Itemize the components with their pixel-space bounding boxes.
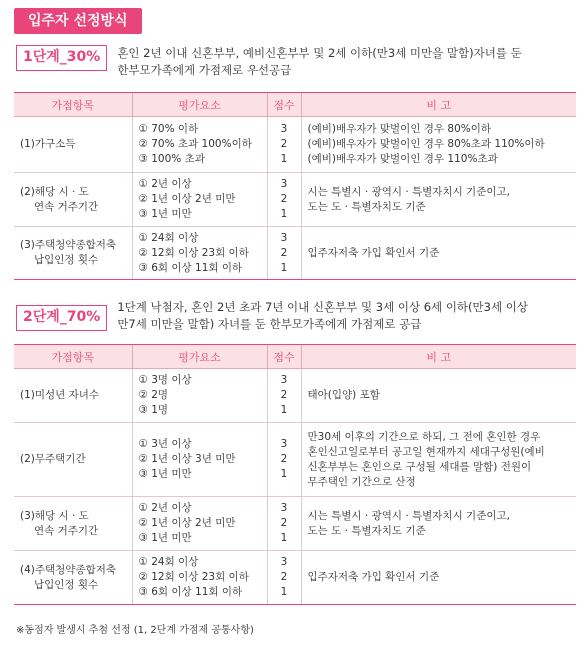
score-line: 2 [280, 453, 288, 465]
note-cell [301, 497, 576, 551]
table-row [14, 497, 576, 551]
table-row [14, 117, 576, 173]
note-line: 태아(입양) 포함 [307, 389, 380, 401]
table-row [14, 551, 576, 605]
factor-line: ① 24회 이상 [138, 231, 199, 244]
factor-line: ② 1년 이상 2년 미만 [138, 193, 236, 205]
factor-line: ① 3년 이상 [138, 438, 192, 450]
score-line: 2 [280, 138, 288, 150]
item-cell [14, 227, 132, 280]
factor-line: ③ 6회 이상 11회 이하 [138, 586, 243, 598]
score-line: 1 [280, 404, 288, 416]
score-line: 3 [280, 231, 288, 244]
score-line: 1 [280, 586, 288, 598]
note-cell [301, 369, 576, 423]
score-line: 3 [280, 438, 288, 450]
score-line: 3 [280, 123, 288, 135]
score-line: 3 [280, 178, 288, 190]
score-cell [267, 117, 301, 173]
note-line: 입주자저축 가입 확인서 기준 [307, 571, 440, 583]
score-line: 1 [280, 468, 288, 480]
stage2-desc-line1: 1단계 낙첨자, 혼인 2년 초과 7년 이내 신혼부부 및 3세 이상 6세 이하(만3세 이상 [117, 300, 528, 314]
item-cell [14, 117, 132, 173]
header-item: 가점항목 [14, 93, 132, 117]
note-line: 입주자저축 가입 확인서 기준 [307, 246, 440, 259]
factor-line: ③ 100% 초과 [138, 153, 205, 165]
item-cell [14, 173, 132, 227]
stage1-badge: 1단계_30% [16, 45, 107, 71]
stage2-badge: 2단계_70% [16, 305, 107, 331]
factor-line: ② 2명 [138, 389, 169, 401]
note-cell [301, 173, 576, 227]
factor-line: ① 2년 이상 [138, 502, 192, 514]
note-line: 시는 특별시 · 광역시 · 특별자치시 기준이고, [307, 509, 510, 522]
score-line: 3 [280, 502, 288, 514]
item-label: 연속 거주기간 [34, 200, 99, 213]
score-line: 2 [280, 193, 288, 205]
note-line: (예비)배우자가 맞벌이인 경우 80%이하 [307, 123, 492, 135]
score-line: 1 [280, 261, 288, 274]
stage1-description [117, 45, 521, 79]
factor-line: ① 2년 이상 [138, 178, 192, 190]
factor-line: ① 24회 이상 [138, 556, 199, 568]
item-label: (3)주택청약종합저축 [20, 239, 117, 251]
item-label: (2)무주택기간 [20, 453, 86, 465]
score-cell [267, 423, 301, 497]
table-row [14, 369, 576, 423]
score-cell [267, 369, 301, 423]
note-line: (예비)배우자가 맞벌이인 경우 80%초과 110%이하 [307, 138, 545, 150]
item-cell [14, 423, 132, 497]
factor-line: ② 12회 이상 23회 이하 [138, 571, 249, 583]
stage2-table [14, 344, 576, 605]
score-line: 3 [280, 374, 288, 386]
stage1-desc-line1: 혼인 2년 이내 신혼부부, 예비신혼부부 및 2세 이하(만3세 미만을 말함)자녀를 둔 [117, 46, 522, 60]
score-line: 2 [280, 571, 288, 583]
note-line: 만30세 이후의 기간으로 하되, 그 전에 혼인한 경우 [307, 430, 541, 443]
note-line: 무주택인 기간으로 산정 [307, 475, 416, 488]
score-cell [267, 173, 301, 227]
header-note: 비 고 [301, 93, 576, 117]
header-note: 비 고 [301, 345, 576, 369]
item-label: (1)미성년 자녀수 [20, 389, 100, 401]
factor-cell [132, 227, 267, 280]
note-line: 도는 도 · 특별자치도 기준 [307, 524, 426, 537]
score-line: 2 [280, 517, 288, 529]
note-line: 신혼부부는 혼인으로 구성될 세대를 말함) 전원이 [307, 460, 532, 473]
factor-line: ③ 6회 이상 11회 이하 [138, 261, 243, 274]
score-line: 2 [280, 246, 288, 259]
item-label: (3)해당 시 · 도 [20, 509, 89, 522]
score-line: 2 [280, 389, 288, 401]
table-row [14, 173, 576, 227]
header-score: 점수 [267, 345, 301, 369]
item-label: 연속 거주기간 [34, 524, 99, 537]
stage1-intro [16, 45, 576, 79]
item-cell [14, 551, 132, 605]
item-label: (2)해당 시 · 도 [20, 185, 89, 198]
factor-line: ③ 1년 미만 [138, 532, 192, 544]
item-label: (4)주택청약종합저축 [20, 563, 117, 576]
footnote: ※동점자 발생시 추첨 선정 (1, 2단계 가점제 공통사항) [16, 625, 254, 636]
score-cell [267, 551, 301, 605]
score-line: 1 [280, 208, 288, 220]
table-row [14, 227, 576, 280]
item-label: (1)가구소득 [20, 138, 76, 150]
factor-cell [132, 117, 267, 173]
item-label: 납입인정 횟수 [34, 578, 99, 591]
score-cell [267, 227, 301, 280]
stage2-table-header [14, 345, 576, 369]
header-factor: 평가요소 [132, 345, 267, 369]
page-title: 입주자 선정방식 [14, 8, 142, 34]
note-cell [301, 227, 576, 280]
item-label: 납입인정 횟수 [34, 254, 99, 266]
factor-line: ③ 1년 미만 [138, 468, 192, 480]
stage1-table [14, 92, 576, 280]
stage2-desc-line2: 만7세 미만을 말함) 자녀를 둔 한부모가족에게 가점제로 공급 [117, 317, 422, 331]
note-line: 도는 도 · 특별자치도 기준 [307, 200, 426, 213]
factor-line: ② 1년 이상 3년 미만 [138, 453, 236, 465]
table-row [14, 423, 576, 497]
header-item: 가점항목 [14, 345, 132, 369]
stage2-intro [16, 299, 576, 333]
factor-line: ② 1년 이상 2년 미만 [138, 517, 236, 529]
score-cell [267, 497, 301, 551]
item-cell [14, 497, 132, 551]
factor-cell [132, 369, 267, 423]
factor-line: ① 3명 이상 [138, 374, 192, 386]
header-factor: 평가요소 [132, 93, 267, 117]
factor-line: ② 12회 이상 23회 이하 [138, 246, 249, 259]
note-cell [301, 117, 576, 173]
note-cell [301, 551, 576, 605]
stage1-desc-line2: 한부모가족에게 가점제로 우선공급 [117, 63, 292, 77]
factor-cell [132, 551, 267, 605]
note-line: (예비)배우자가 맞벌이인 경우 110%초과 [307, 153, 498, 165]
factor-line: ③ 1명 [138, 404, 169, 416]
factor-cell [132, 497, 267, 551]
stage1-table-header [14, 93, 576, 117]
factor-cell [132, 423, 267, 497]
note-line: 혼인신고일로부터 공고일 현재까지 세대구성원(예비 [307, 445, 545, 458]
factor-line: ② 70% 초과 100%이하 [138, 138, 252, 150]
note-cell [301, 423, 576, 497]
item-cell [14, 369, 132, 423]
score-line: 3 [280, 556, 288, 568]
factor-line: ① 70% 이하 [138, 123, 199, 135]
note-line: 시는 특별시 · 광역시 · 특별자치시 기준이고, [307, 185, 510, 198]
stage2-description [117, 299, 528, 333]
factor-cell [132, 173, 267, 227]
score-line: 1 [280, 532, 288, 544]
score-line: 1 [280, 153, 288, 165]
factor-line: ③ 1년 미만 [138, 208, 192, 220]
header-score: 점수 [267, 93, 301, 117]
